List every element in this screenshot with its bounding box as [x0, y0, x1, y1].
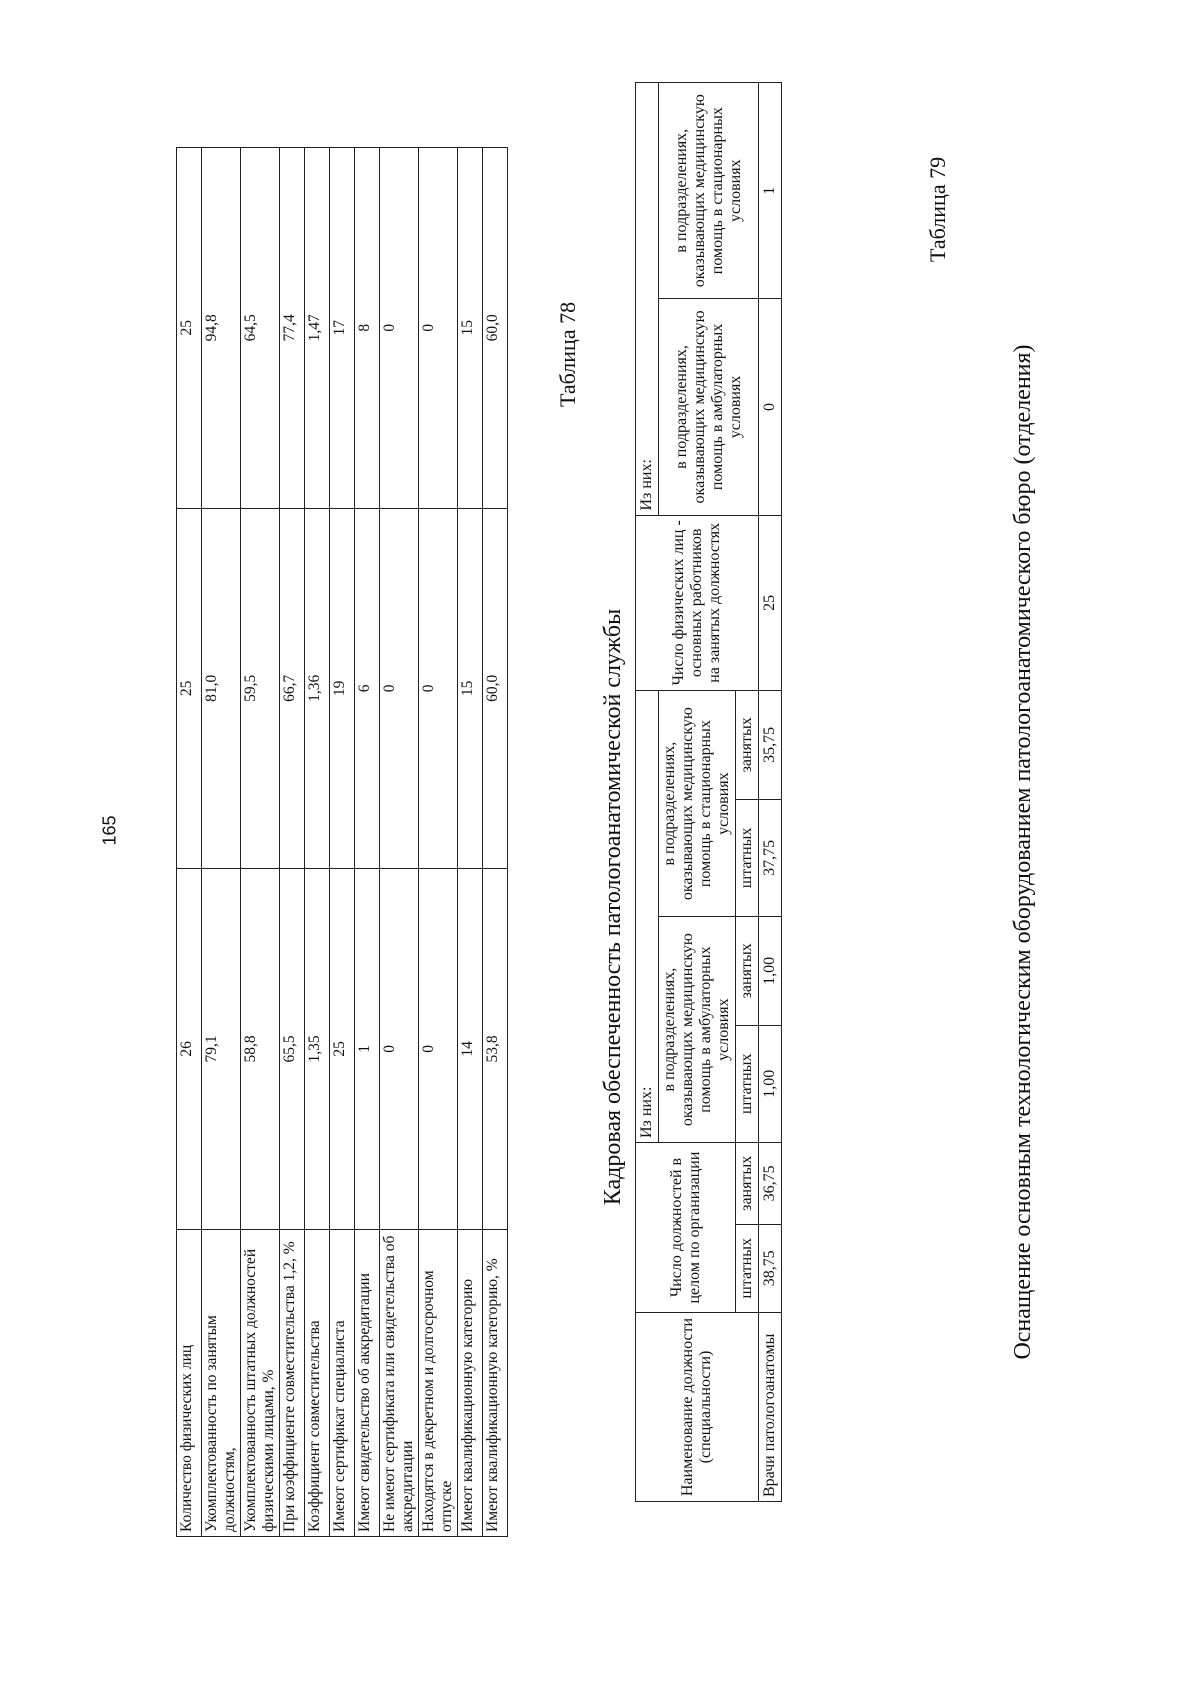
cell-value-v2: 1,36 — [305, 508, 330, 869]
table-row — [305, 148, 330, 1537]
cell-value-v2: 66,7 — [280, 508, 305, 869]
table-row — [759, 83, 782, 1502]
cell-value-v3: 8 — [355, 148, 380, 509]
cell-value-v1: 1,35 — [305, 869, 330, 1230]
table-79 — [635, 82, 782, 1502]
col-header-position: Наименование должности (специальности) — [636, 1313, 759, 1502]
cell-phys: 25 — [759, 515, 782, 691]
row-label: Укомплектованность по занятым должностям, — [202, 1229, 241, 1536]
cell-total-shtat: 38,75 — [759, 1224, 782, 1312]
cell-value-v3: 15 — [458, 148, 483, 509]
cell-value-v2: 81,0 — [202, 508, 241, 869]
cell-stat-shtat: 37,75 — [759, 799, 782, 917]
table-row — [380, 148, 419, 1537]
table-row — [177, 148, 202, 1537]
cell-value-v2: 15 — [458, 508, 483, 869]
cell-value-v2: 6 — [355, 508, 380, 869]
row-label: Находятся в декретном и долгосрочном отпуске — [419, 1229, 458, 1536]
cell-value-v3: 0 — [380, 148, 419, 509]
table-row — [458, 148, 483, 1537]
cell-amb-zan: 1,00 — [759, 917, 782, 1025]
cell-value-v1: 26 — [177, 869, 202, 1230]
row-label: Врачи патологоанатомы — [759, 1313, 782, 1502]
page-number: 165 — [99, 815, 120, 846]
row-label: Коэффициент совместительства — [305, 1229, 330, 1536]
row-label: Не имеют сертификата или свидетельства об аккредитации — [380, 1229, 419, 1536]
subheader-shtat: штатных — [736, 1224, 759, 1312]
row-label: Имеют сертификат специалиста — [330, 1229, 355, 1536]
table-row — [483, 148, 508, 1537]
cell-value-v3: 60,0 — [483, 148, 508, 509]
row-label: Имеют квалификационную категорию, % — [483, 1229, 508, 1536]
cell-total-zan: 36,75 — [759, 1143, 782, 1225]
cell-value-v3: 0 — [419, 148, 458, 509]
col-header-of-them-2: Из них: — [636, 83, 659, 516]
row-label: При коэффициенте совместительства 1,2, % — [280, 1229, 305, 1536]
subheader-zan: занятых — [736, 917, 759, 1025]
cell-value-v3: 25 — [177, 148, 202, 509]
section-title-staffing: Кадровая обеспеченность патологоанатомической службы — [600, 608, 626, 1206]
cell-amb-shtat: 1,00 — [759, 1025, 782, 1143]
cell-value-v1: 0 — [419, 869, 458, 1230]
subheader-shtat: штатных — [736, 1025, 759, 1143]
table-row — [202, 148, 241, 1537]
cell-value-v2: 25 — [177, 508, 202, 869]
cell-value-v3: 64,5 — [241, 148, 280, 509]
row-label: Имеют свидетельство об аккредитации — [355, 1229, 380, 1536]
subheader-zan: занятых — [736, 1143, 759, 1225]
cell-value-v2: 59,5 — [241, 508, 280, 869]
table-row — [355, 148, 380, 1537]
cell-value-v1: 53,8 — [483, 869, 508, 1230]
cell-phys-amb: 0 — [759, 299, 782, 515]
cell-value-v1: 65,5 — [280, 869, 305, 1230]
cell-value-v1: 25 — [330, 869, 355, 1230]
cell-value-v2: 0 — [380, 508, 419, 869]
col-header-total: Число должностей в целом по организации — [636, 1143, 736, 1313]
table-78 — [176, 147, 508, 1537]
col-header-of-them: Из них: — [636, 691, 659, 1143]
cell-value-v1: 79,1 — [202, 869, 241, 1230]
cell-value-v3: 1,47 — [305, 148, 330, 509]
subheader-shtat: штатных — [736, 799, 759, 917]
cell-value-v1: 1 — [355, 869, 380, 1230]
col-header-stationary-2: в подразделениях, оказывающих медицинскую помощь в стационарных условиях — [659, 83, 759, 299]
row-label: Количество физических лиц — [177, 1229, 202, 1536]
cell-value-v2: 0 — [419, 508, 458, 869]
cell-value-v3: 94,8 — [202, 148, 241, 509]
col-header-ambulatory-2: в подразделениях, оказывающих медицинскую помощь в амбулаторных условиях — [659, 299, 759, 515]
table-row — [419, 148, 458, 1537]
col-header-ambulatory: в подразделениях, оказывающих медицинскую помощь в амбулаторных условиях — [659, 917, 736, 1143]
cell-value-v1: 58,8 — [241, 869, 280, 1230]
cell-value-v3: 17 — [330, 148, 355, 509]
cell-value-v1: 0 — [380, 869, 419, 1230]
section-title-equipment: Оснащение основным технологическим оборудованием патологоанатомического бюро (отделения) — [1010, 344, 1036, 1360]
table-row — [241, 148, 280, 1537]
col-header-physical-persons: Число физических лиц - основных работников на занятых должностях — [636, 515, 759, 691]
cell-value-v2: 60,0 — [483, 508, 508, 869]
table-78-caption: Таблица 78 — [555, 301, 580, 407]
table-row — [330, 148, 355, 1537]
row-label: Имеют квалификационную категорию — [458, 1229, 483, 1536]
col-header-stationary: в подразделениях, оказывающих медицинскую помощь в стационарных условиях — [659, 691, 736, 917]
cell-stat-zan: 35,75 — [759, 691, 782, 799]
cell-value-v1: 14 — [458, 869, 483, 1230]
row-label: Укомплектованность штатных должностей физическими лицами, % — [241, 1229, 280, 1536]
subheader-zan: занятых — [736, 691, 759, 799]
table-79-caption: Таблица 79 — [925, 156, 950, 262]
cell-phys-stat: 1 — [759, 83, 782, 299]
cell-value-v2: 19 — [330, 508, 355, 869]
table-row — [280, 148, 305, 1537]
cell-value-v3: 77,4 — [280, 148, 305, 509]
